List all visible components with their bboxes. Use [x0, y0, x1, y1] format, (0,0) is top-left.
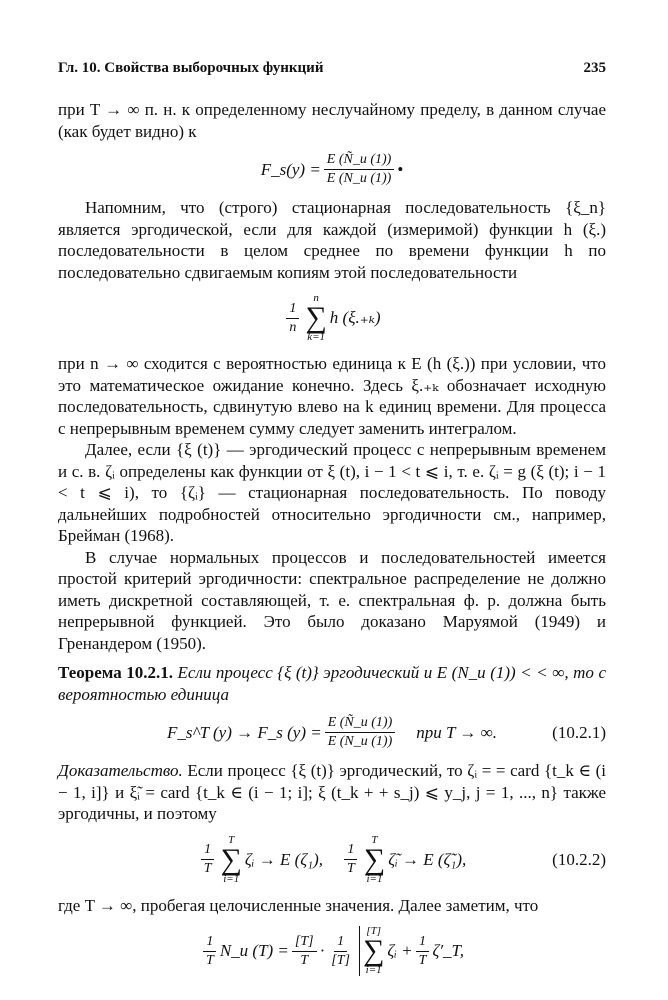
- formula-10-2-1-fraction: [325, 715, 396, 750]
- formula-10-2-2: [58, 835, 606, 885]
- paragraph-5: В случае нормальных процессов и последовательностей имеется простой критерий эргодичности: спектральное распределение не должно иметь дискретной составляющей, т. е. спектральная ф. р. должна быть непрерывной функцией. Это было доказано Маруямой (1949) и Гренандером (1950).: [58, 547, 606, 653]
- theorem-title: Теорема 10.2.1.: [58, 663, 173, 682]
- summation-sign: T ∑ i=1: [220, 833, 242, 885]
- equation-number-10-2-1: (10.2.1): [552, 722, 606, 742]
- formula-10-2-1: [58, 715, 606, 750]
- fraction-denominator: E (N_u (1)): [327, 734, 393, 749]
- formula-ergodic-fraction: [286, 301, 299, 336]
- paragraph-2: Напомним, что (строго) стационарная последовательность {ξ_n} является эргодической, если для каждой (измеримой) функции h (ξ.) последовательности в целом среднее по времени функции h по последовательно сдвигаемым копиям этой последовательности: [58, 198, 606, 282]
- fraction-denominator: T: [300, 952, 309, 968]
- running-header: [58, 60, 606, 77]
- sum-upper-limit: [T]: [366, 925, 381, 937]
- fraction-numerator: 1: [344, 842, 357, 860]
- formula-10-2-1-lhs: F_s^T (y) → F_s (y) =: [166, 722, 322, 742]
- sum-lower-limit: i=1: [223, 872, 240, 885]
- theorem-10-2-1: [58, 662, 606, 705]
- fraction-1-over-floor-t: [328, 934, 353, 969]
- formula-ergodic-body: h (ξ.₊ₖ): [329, 308, 381, 327]
- formula-10-2-2-fraction-b: [344, 842, 358, 877]
- fraction-numerator: 1: [334, 934, 347, 952]
- equation-number-10-2-2: (10.2.2): [552, 849, 606, 869]
- fraction-numerator: E (Ñ_u (1)): [324, 152, 395, 170]
- formula-10-2-2-fraction-a: [201, 842, 215, 877]
- fraction-numerator: 1: [416, 934, 429, 952]
- fraction-denominator: n: [289, 319, 297, 335]
- proof-paragraph: [58, 760, 606, 825]
- formula-nu-t: $\frac{1}{T}$ N_u (T) = $\frac{[T]}{T}$ · $\frac{1}{[T]}$ [T] ∑ i=1 ζᵢ + $\frac{1}{T}$ ζ′_T,: [58, 926, 606, 976]
- formula-fs-lhs: F_s(y) =: [260, 159, 321, 179]
- chapter-title: Гл. 10. Свойства выборочных функций: [58, 60, 324, 76]
- formula-nu-t-remainder: ζ′_T,: [432, 941, 464, 960]
- formula-10-2-1-condition: при T → ∞.: [416, 722, 498, 742]
- formula-nu-t-lhs: N_u (T) =: [219, 941, 289, 960]
- sum-upper-limit: T: [371, 833, 378, 846]
- fraction-denominator: T: [203, 861, 212, 876]
- sum-lower-limit: i=1: [366, 872, 383, 885]
- formula-10-2-2-body-b: ζ̃ᵢ → E (ζ̃₁),: [388, 849, 467, 869]
- fraction-1-over-t-b: [416, 934, 430, 969]
- fraction-denominator: T: [347, 861, 355, 876]
- proof-text: Если процесс {ξ (t)} эргодический, то ζᵢ = = card {t_k ∈ (i − 1, i]} и ξ̃ᵢ = card {t_k ∈ (i − 1; i]; ξ (t_k + + s_j) ⩽ y_j, j = 1, ..., n} также эргодичны, и поэтому: [58, 761, 606, 823]
- summation-sign: n ∑ k=1: [305, 292, 327, 343]
- paragraph-4: Далее, если {ξ (t)} — эргодический процесс с непрерывным временем и с. в. ζᵢ определены как функции от ξ (t), i − 1 < t ⩽ i, т. е. ζᵢ = g (ξ (t); i − 1 < t ⩽ i), то {ζᵢ} — стационарная последовательность. По поводу дальнейших подробностей относительно эргодичности см., например, Брейман (1968).: [58, 440, 606, 545]
- fraction-numerator: 1: [203, 934, 216, 952]
- fraction-numerator: 1: [201, 842, 214, 860]
- fraction-1-over-t: [203, 934, 217, 969]
- fraction-numerator: E (Ñ_u (1)): [325, 715, 396, 733]
- fraction-denominator: T: [206, 952, 214, 968]
- summation-sign: T ∑ i=1: [363, 833, 386, 885]
- formula-fs: F_s(y) = $\frac{E (Ñ\_u (1))}{E (N\_u (1))}$ •: [260, 152, 404, 186]
- fraction-numerator: 1: [286, 301, 299, 319]
- formula-10-2-2-body-a: ζᵢ → E (ζ₁),: [244, 849, 323, 869]
- page-number: 235: [583, 60, 606, 76]
- summation-sign: [T] ∑ i=1: [359, 926, 384, 976]
- proof-title: Доказательство.: [58, 761, 183, 780]
- sum-upper-limit: T: [228, 833, 235, 846]
- formula-nu-t-sum-body: ζᵢ +: [387, 941, 413, 960]
- sum-lower-limit: k=1: [307, 331, 325, 343]
- theorem-statement: Если процесс {ξ (t)} эргодический и E (N_u (1)) < < ∞, то с вероятностью единица: [58, 663, 606, 704]
- sum-upper-limit: n: [313, 292, 319, 304]
- fraction-denominator: [T]: [331, 952, 350, 968]
- paragraph-3: при n → ∞ сходится с вероятностью единица к E (h (ξ.)) при условии, что это математическое ожидание конечно. Здесь ξ.₊ₖ обозначает исходную последовательность, сдвинутую влево на k единиц времени. Для процесса с непрерывным временем сумму следует заменить интегралом.: [58, 354, 606, 438]
- book-page: [58, 60, 606, 986]
- formula-ergodic-sum: [58, 293, 606, 343]
- paragraph-6: где T → ∞, пробегая целочисленные значения. Далее заметим, что: [58, 895, 539, 915]
- paragraph-1: при T → ∞ п. н. к определенному неслучайному пределу, в данном случае (как будет видно) к: [58, 100, 606, 141]
- fraction-denominator: E (N_u (1)): [326, 171, 392, 186]
- fraction-denominator: T: [418, 952, 427, 968]
- sum-lower-limit: i=1: [365, 964, 382, 976]
- fraction-numerator: [T]: [292, 934, 317, 952]
- formula-fs-fraction: [324, 152, 395, 187]
- fraction-floor-t-over-t: [292, 934, 317, 969]
